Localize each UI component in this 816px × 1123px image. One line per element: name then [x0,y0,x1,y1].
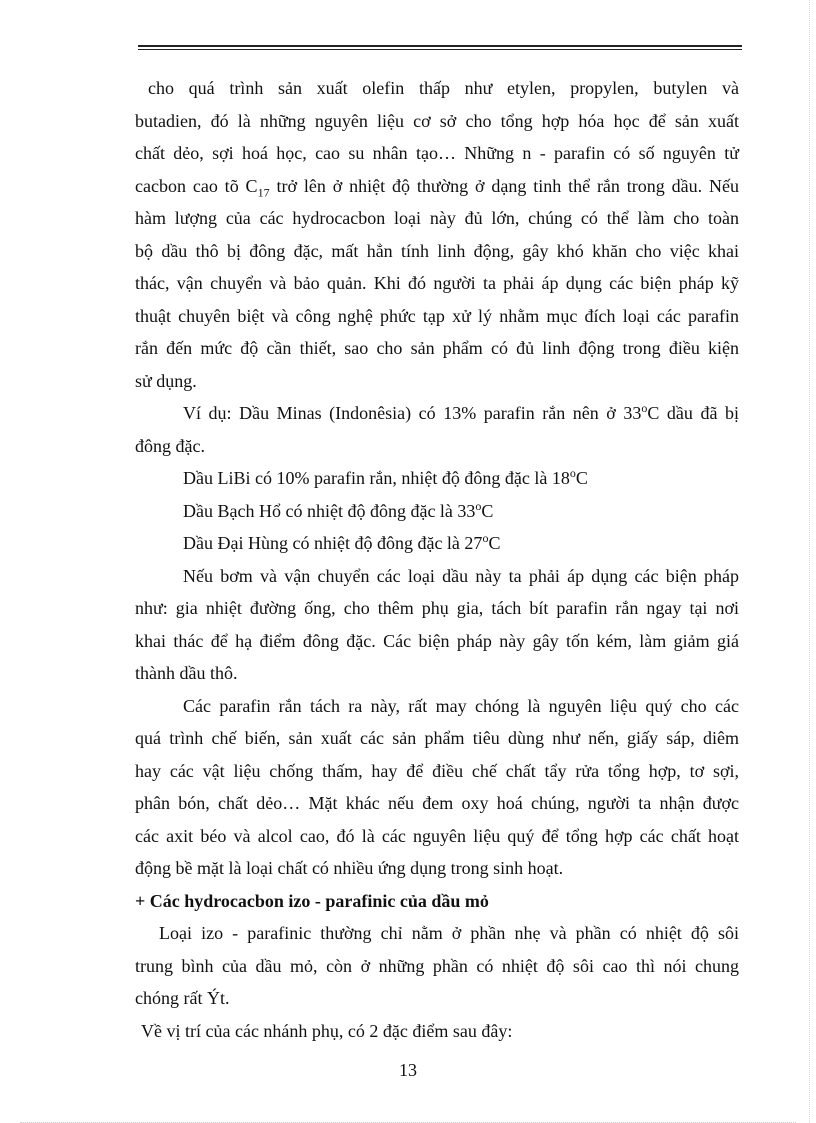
example-line: Dầu Bạch Hổ có nhiệt độ đông đặc là 33$^o$C [183,498,494,521]
text-line: động bề mặt là loại chất có nhiều ứng dụng trong sinh hoạt. [135,858,564,878]
text-line: trung bình của dầu mỏ, còn ở những phần có nhiệt độ sôi cao thì nói chung [135,955,739,976]
text-line: chóng rất Ýt. [135,988,230,1008]
text-line: chất dẻo, sợi hoá học, cao su nhân tạo… Những n - parafin có số nguyên tử [135,143,739,163]
text-line: thác, vận chuyển và bảo quản. Khi đó người ta phải áp dụng các biện pháp kỹ [135,273,739,293]
example-line: Dầu Đại Hùng có nhiệt độ đông đặc là 27$^o$C [183,531,501,553]
text-line: hay các vật liệu chống thấm, hay để điều chế chất tẩy rửa tổng hợp, tơ sợi, [135,760,739,781]
section-heading: + Các hydrocacbon izo - parafinic của dầu mỏ [135,890,489,911]
header-rule-thin [138,49,742,50]
subscript-17: 17 [257,185,270,200]
example-line: Ví dụ: Dầu Minas (Indonêsia) có 13% parafin rắn nên ở 33$^o$C dầu đã bị [183,401,739,423]
text-line: bộ dầu thô bị đông đặc, mất hẳn tính linh động, gây khó khăn cho việc khai [135,240,739,261]
text-line: cho quá trình sản xuất olefin thấp như etylen, propylen, butylen và [148,78,739,98]
text-line: butadien, đó là những nguyên liệu cơ sở cho tổng hợp hóa học để sản xuất [135,110,739,131]
text-line: Loại izo - parafinic thường chỉ nằm ở phần nhẹ và phần có nhiệt độ sôi [159,923,739,943]
text-line: hàm lượng của các hydrocacbon loại này đủ lớn, chúng có thể làm cho toàn [135,208,739,228]
text-line: thành dầu thô. [135,663,238,683]
document-body [135,72,739,1047]
example-line: Dầu LiBi có 10% parafin rắn, nhiệt độ đông đặc là 18$^o$C [183,466,588,488]
text-line: quá trình chế biến, sản xuất các sản phẩm tiêu dùng như nến, giấy sáp, diêm [135,728,739,748]
text-line: Về vị trí của các nhánh phụ, có 2 đặc điểm sau đây: [141,1020,513,1041]
text-line: khai thác để hạ điểm đông đặc. Các biện pháp này gây tốn kém, làm giảm giá [135,630,739,651]
text-line: Nếu bơm và vận chuyển các loại dầu này ta phải áp dụng các biện pháp [183,565,739,586]
text-line: như: gia nhiệt đường ống, cho thêm phụ gia, tách bít parafin rắn ngay tại nơi [135,598,739,618]
page-right-border [809,0,810,1123]
text-line: các axit béo và alcol cao, đó là các nguyên liệu quý để tổng hợp các chất hoạt [135,825,739,846]
example-line: đông đặc. [135,435,205,456]
text-line: cacbon cao tõ $C_{17}$ trở lên ở nhiệt độ thường ở dạng tinh thể rắn trong dầu. Nếu [135,175,740,200]
text-line: rắn đến mức độ cần thiết, sao cho sản phẩm có đủ linh động trong điều kiện [135,338,739,358]
text-line: thuật chuyên biệt và công nghệ phức tạp xử lý nhằm mục đích loại các parafin [135,305,739,326]
text-line: Các parafin rắn tách ra này, rất may chóng là nguyên liệu quý cho các [183,695,739,716]
text-line: sử dụng. [135,370,197,391]
header-rule [138,45,742,47]
page-number: 13 [399,1060,417,1080]
text-line: phân bón, chất dẻo… Mặt khác nếu đem oxy hoá chúng, người ta nhận được [135,793,739,813]
